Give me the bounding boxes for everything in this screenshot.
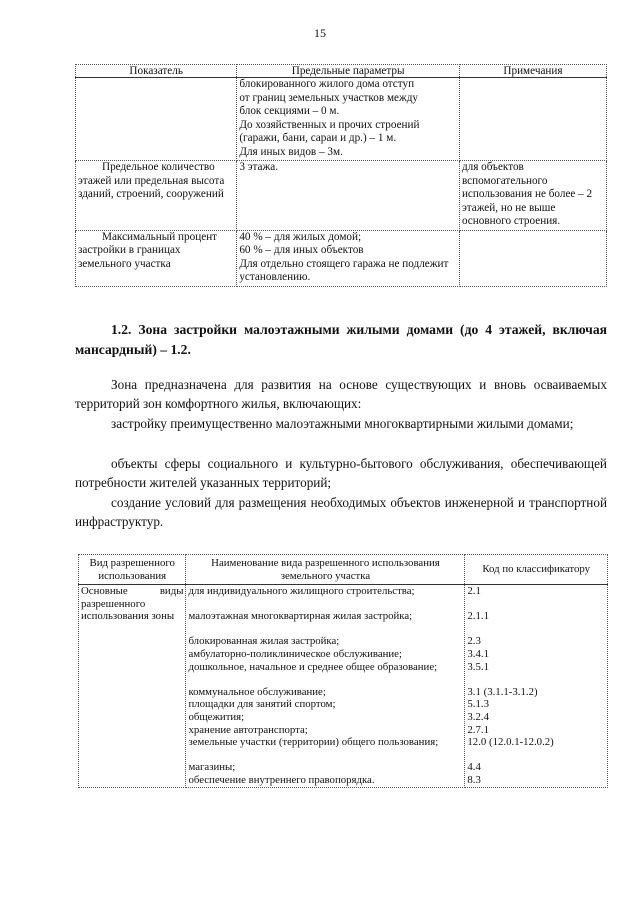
column-header-limits: Предельные параметры: [237, 65, 460, 78]
column-header-use-name: Наименование вида разрешенного использования земельного участка: [186, 555, 465, 585]
column-header-indicator: Показатель: [76, 65, 237, 78]
section-heading: 1.2. Зона застройки малоэтажными жилыми домами (до 4 этажей, включая мансардный) – 1.2.: [75, 322, 607, 357]
code-item: 2.3: [467, 635, 481, 648]
list-item: дошкольное, начальное и среднее общее образование;: [188, 660, 438, 673]
table-cell: [459, 78, 606, 161]
paragraph: застройку преимущественно малоэтажными многоквартирными жилыми домами;: [111, 416, 574, 431]
list-item: площадки для занятий спортом;: [188, 698, 336, 711]
code-item: 5.1.3: [467, 698, 489, 711]
code-item: 2.1: [467, 585, 481, 597]
cell-line: блокированного жилого дома отступ: [239, 78, 415, 90]
code-item: 3.2.4: [467, 710, 489, 723]
cell-line: Для отдельно стоящего гаража не подлежит установлению.: [239, 257, 449, 283]
table-row: [79, 585, 608, 788]
permitted-use-table: [78, 554, 608, 788]
table-row: [76, 230, 607, 286]
indicator-cell: Максимальный процент застройки в границах земельного участка: [76, 230, 237, 286]
table-cell: [237, 78, 460, 161]
code-item: 3.1 (3.1.1-3.1.2): [467, 685, 538, 698]
code-item: 12.0 (12.0.1-12.0.2): [467, 736, 554, 749]
code-item: 2.1.1: [467, 610, 489, 623]
code-item: 2.7.1: [467, 723, 489, 736]
table-header-row: [76, 65, 607, 78]
cell-line: 40 % – для жилых домой;: [239, 230, 362, 243]
list-item: обеспечение внутреннего правопорядка.: [188, 773, 375, 786]
cell-line: (гаражи, бани, сараи и др.) – 1 м.: [239, 132, 397, 144]
value-cell: 3 этажа.: [237, 161, 460, 231]
paragraph: Зона предназначена для развития на основе существующих и вновь осваиваемых территорий зон комфортного жилья, включающих:: [75, 377, 607, 411]
code-item: 3.4.1: [467, 647, 489, 660]
list-item: блокированная жилая застройка;: [188, 635, 340, 648]
cell-line: 60 % – для иных объектов: [239, 244, 364, 256]
parameters-table: [75, 64, 607, 287]
note-cell: [459, 230, 606, 286]
page-number: 15: [314, 26, 326, 40]
list-item: магазины;: [188, 761, 236, 774]
paragraph: объекты сферы социального и культурно-бытового обслуживания, обеспечивающей потребности жителей указанных территорий;: [75, 456, 607, 490]
column-header-use-type: Вид разрешенного использования: [79, 555, 186, 585]
column-header-code: Код по классификатору: [465, 555, 608, 585]
list-item: общежития;: [188, 710, 245, 723]
list-item: коммунальное обслуживание;: [188, 685, 326, 698]
cell-line: Для иных видов – 3м.: [239, 145, 343, 158]
column-header-notes: Примечания: [459, 65, 606, 78]
zone-label-cell: Основные виды разрешенного использования зоны: [79, 585, 186, 788]
code-item: 3.5.1: [467, 660, 489, 673]
list-item: малоэтажная многоквартирная жилая застройка;: [188, 610, 413, 623]
cell-line: от границ земельных участков между: [239, 91, 419, 104]
list-item: земельные участки (территории) общего пользования;: [188, 736, 439, 749]
table-row: [76, 161, 607, 231]
cell-line: блок секциями – 0 м.: [239, 105, 340, 117]
list-item: для индивидуального жилищного строительства;: [188, 585, 415, 597]
codes-cell: [465, 585, 608, 788]
code-item: 8.3: [467, 773, 481, 786]
table-cell: [76, 78, 237, 161]
list-item: хранение автотранспорта;: [188, 723, 308, 736]
use-names-cell: [186, 585, 465, 788]
indicator-cell: Предельное количество этажей или предельная высота зданий, строений, сооружений: [76, 161, 237, 231]
value-cell: [237, 230, 460, 286]
table-header-row: [79, 555, 608, 585]
table-row: [76, 78, 607, 161]
cell-line: До хозяйственных и прочих строений: [239, 118, 420, 131]
code-item: 4.4: [467, 761, 481, 774]
note-cell: для объектов вспомогательного использования не более – 2 этажей, но не выше основного строения.: [459, 161, 606, 231]
list-item: амбулаторно-поликлиническое обслуживание;: [188, 647, 402, 660]
paragraph: создание условий для размещения необходимых объектов инженерной и транспортной инфраструктур.: [75, 495, 607, 529]
